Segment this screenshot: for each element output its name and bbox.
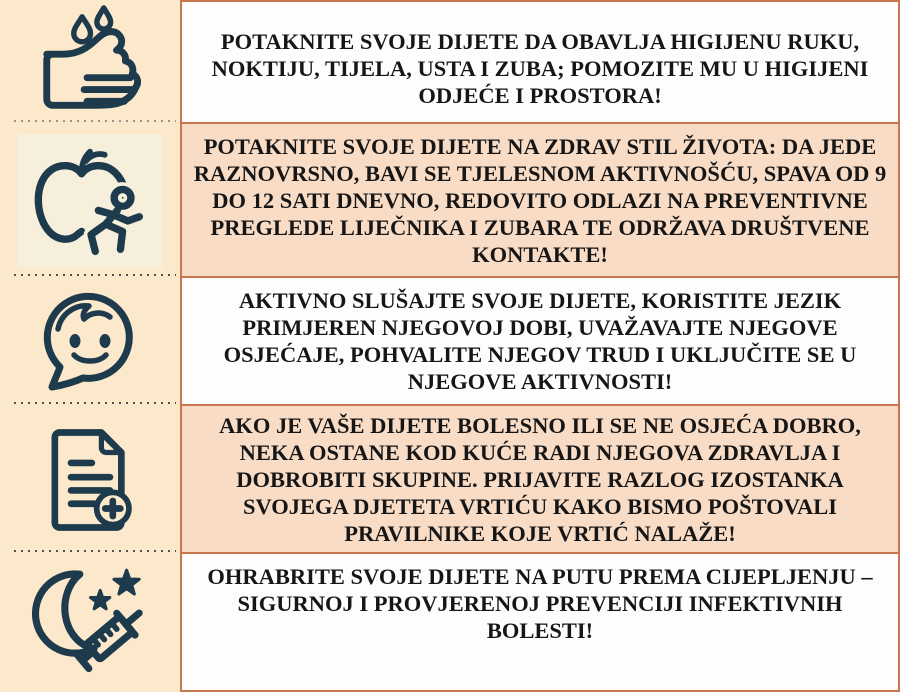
icon-cell-vaccination <box>0 554 180 692</box>
child-listening-icon <box>30 282 150 402</box>
advice-text: POTAKNITE SVOJE DIJETE DA OBAVLJA HIGIJENU RUKU, NOKTIJU, TIJELA, USTA I ZUBA; POMOZITE MU U HIGIJENI ODJEĆE I PROSTORA! <box>211 28 869 108</box>
advice-text: POTAKNITE SVOJE DIJETE NA ZDRAV STIL ŽIVOTA: DA JEDE RAZNOVRSNO, BAVI SE TJELESNOM AKTIVNOŠĆU, SPAVA OD 9 DO 12 SATI DNEVNO, REDOVITO ODLAZI NA PREVENTIVNE PREGLEDE LIJEČNIKA I ZUBARA TE ODRŽAVA DRUŠTVENE KONTAKTE! <box>193 133 887 267</box>
healthy-lifestyle-icon <box>27 138 153 264</box>
advice-box-absence <box>180 404 900 554</box>
icon-cell-absence <box>0 406 180 554</box>
icon-cell-healthy-lifestyle <box>0 124 180 278</box>
advice-box-hygiene <box>180 0 900 124</box>
advice-text: OHRABRITE SVOJE DIJETE NA PUTU PREMA CIJEPLJENJU – SIGURNOJ I PROVJERENOJ PREVENCIJI INFEKTIVNIH BOLESTI! <box>207 564 873 643</box>
advice-text: AKO JE VAŠE DIJETE BOLESNO ILI SE NE OSJEĆA DOBRO, NEKA OSTANE KOD KUĆE RADI NJEGOVA ZDRAVLJA I DOBROBITI SKUPINE. PRIJAVITE RAZLOG IZOSTANKA SVOJEGA DJETETA VRTIĆU KAKO BISMO POŠTOVALI PRAVILNIKE KOJE VRTIĆ NALAŽE! <box>219 412 861 546</box>
advice-box-vaccination <box>180 552 900 692</box>
advice-box-healthy-lifestyle <box>180 122 900 278</box>
advice-text: AKTIVNO SLUŠAJTE SVOJE DIJETE, KORISTITE JEZIK PRIMJEREN NJEGOVOJ DOBI, UVAŽAVAJTE NJEGOVE OSJEĆAJE, POHVALITE NJEGOV TRUD I UKLJUČITE SE U NJEGOVE AKTIVNOSTI! <box>223 288 857 394</box>
handwashing-icon <box>29 4 151 120</box>
vaccination-icon <box>29 562 151 684</box>
dotted-separator <box>14 402 176 404</box>
advice-box-communication <box>180 276 900 406</box>
icon-column <box>0 0 180 692</box>
advice-list <box>180 0 900 692</box>
icon-cell-hygiene <box>0 0 180 124</box>
absence-report-icon <box>33 423 147 537</box>
dotted-separator <box>14 550 176 552</box>
dotted-separator <box>14 274 176 276</box>
dotted-separator <box>14 120 176 122</box>
icon-card <box>17 134 163 268</box>
icon-cell-communication <box>0 278 180 406</box>
